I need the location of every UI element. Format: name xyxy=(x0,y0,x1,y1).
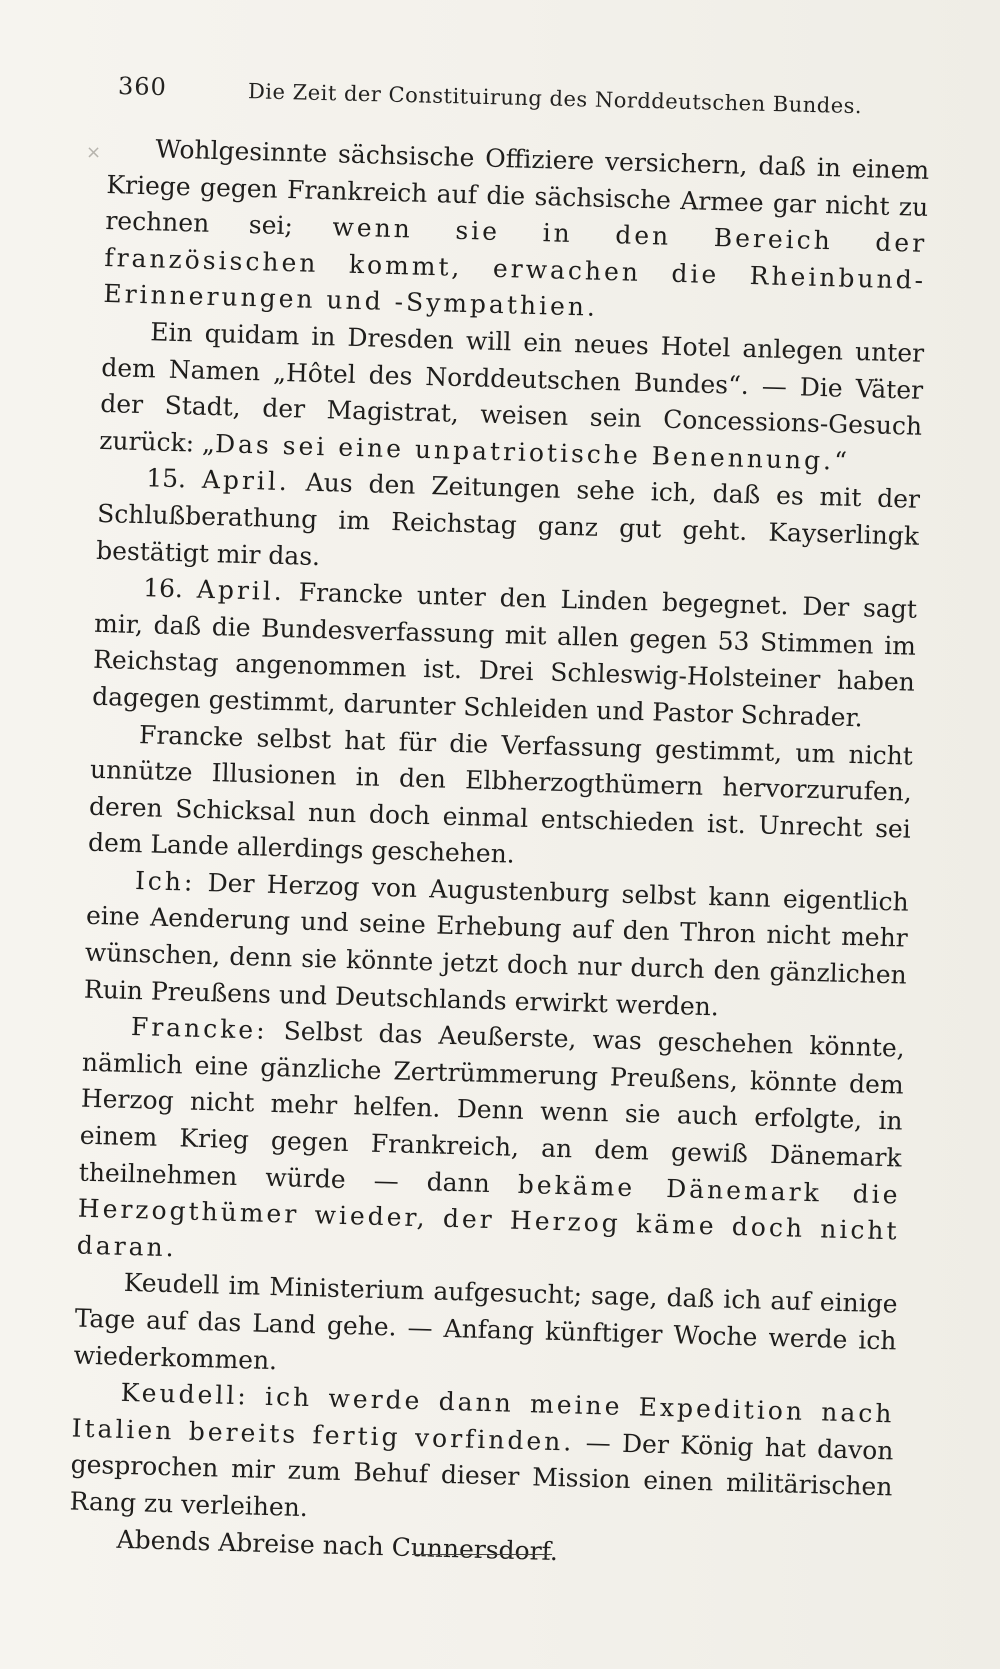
paragraph: 16. April. Francke unter den Linden begegnet. Der sagt mir, daß die Bundesverfassung mit allen gegen 53 Stimmen im Reichstag angenommen ist. Drei Schleswig-Holsteiner haben dagegen gestimmt, darunter Schleiden und Pastor Schrader. xyxy=(91,573,918,733)
paragraph: Keudell: ich werde dann meine Expedition nach Italien bereits fertig vorfinden. — Der König hat davon gesprochen mir zum Behuf dieser Mission einen militärischen Rang zu verleihen. xyxy=(69,1378,895,1523)
running-title: Die Zeit der Constituirung des Norddeutschen Bundes. xyxy=(247,79,863,119)
paragraph: Ein quidam in Dresden will ein neues Hotel anlegen unter dem Namen „Hôtel des Norddeutschen Bundes“. — Die Väter der Stadt, der Magistrat, weisen sein Concessions-Gesuch zurück: „Das sei eine unpatriotische Benennung.“ xyxy=(98,317,925,476)
paragraph: Francke: Selbst das Aeußerste, was geschehen könnte, nämlich eine gänzliche Zertrümmerung Preußens, könnte dem Herzog nicht mehr helfen. Denn wenn sie auch erfolgte, in einem Krieg gegen Frankreich, an dem gewiß Dänemark theilnehmen würde — dann bekäme Dänemark die Herzogthümer wieder, der Herzog käme doch nicht daran. xyxy=(76,1012,906,1263)
section-end-rule xyxy=(412,1554,552,1555)
margin-mark: × xyxy=(86,142,102,163)
page-header xyxy=(117,72,863,126)
paragraph: Abends Abreise nach Cunnersdorf. xyxy=(116,1524,559,1566)
page-number: 360 xyxy=(117,72,168,102)
body-text xyxy=(68,130,930,1580)
paragraph: Keudell im Ministerium aufgesucht; sage, daß ich auf einige Tage auf das Land gehe. — Anfang künftiger Woche werde ich wiederkommen. xyxy=(73,1268,898,1375)
paragraph: Wohlgesinnte sächsische Offiziere versichern, daß in einem Kriege gegen Frankreich auf die sächsische Armee gar nicht zu rechnen sei; wenn sie in den Bereich der französischen kommt, erwachen die Rheinbund-Erinnerungen und -Sympathien. xyxy=(103,134,930,323)
paragraph: 15. April. Aus den Zeitungen sehe ich, daß es mit der Schlußberathung im Reichstag ganz gut geht. Kayserlingk bestätigt mir das. xyxy=(95,463,921,571)
paragraph: Francke selbst hat für die Verfassung gestimmt, um nicht unnütze Illusionen in den Elbherzogthümern hervorzurufen, deren Schicksal nun doch einmal entschieden ist. Unrecht sei dem Lande allerdings geschehen. xyxy=(87,719,914,869)
paragraph: Ich: Der Herzog von Augustenburg selbst kann eigentlich eine Aenderung und seine Erhebung auf den Thron nicht mehr wünschen, denn sie könnte jetzt doch nur durch den gänzlichen Ruin Preußens und Deutschlands erwirkt werden. xyxy=(83,865,910,1022)
